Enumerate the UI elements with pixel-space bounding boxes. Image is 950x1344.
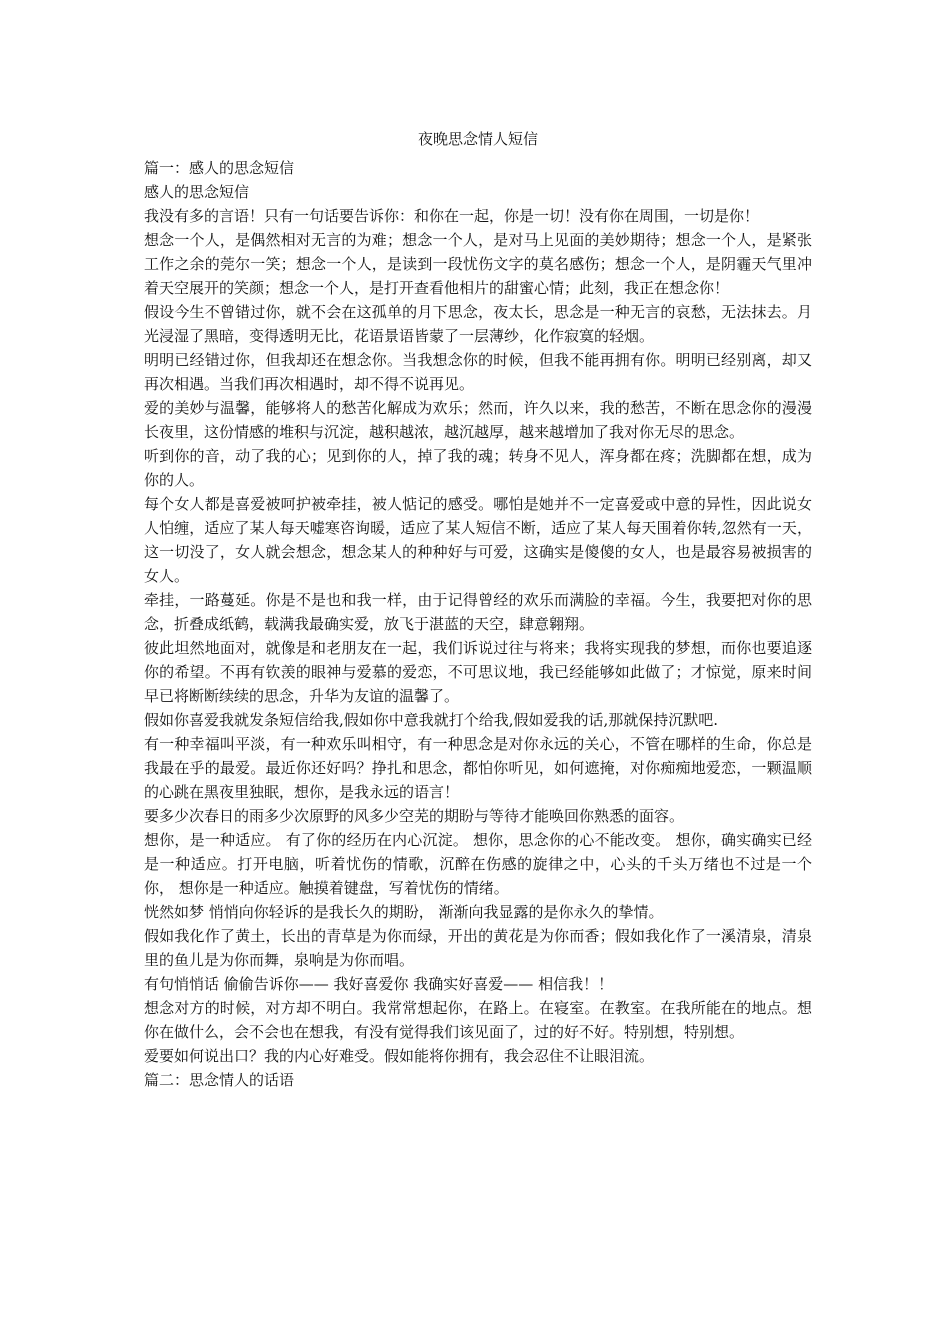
section-subheading: 感人的思念短信 xyxy=(144,183,250,201)
paragraph: 听到你的音，动了我的心；见到你的人，掉了我的魂；转身不见人，浑身都在疼；洗脚都在想，成为你的人。 xyxy=(144,447,812,489)
section-heading: 篇一：感人的思念短信 xyxy=(144,159,295,177)
paragraph: 彼此坦然地面对，就像是和老朋友在一起，我们诉说过往与将来；我将实现我的梦想，而你也要追逐你的希望。不再有钦羡的眼神与爱慕的爱恋，不可思议地，我已经能够如此做了；才惊觉，原来时间早已将断断续续的思念，升华为友谊的温馨了。 xyxy=(144,639,812,705)
paragraph: 想念一个人，是偶然相对无言的为难；想念一个人，是对马上见面的美妙期待；想念一个人，是紧张工作之余的莞尔一笑；想念一个人，是读到一段忧伤文字的莫名感伤；想念一个人，是阴霾天气里冲着天空展开的笑颜；想念一个人，是打开查看他相片的甜蜜心情；此刻，我正在想念你！ xyxy=(144,231,812,297)
paragraph: 假设今生不曾错过你，就不会在这孤单的月下思念，夜太长，思念是一种无言的哀愁，无法抹去。月光浸湿了黑暗，变得透明无比，花语景语皆蒙了一层薄纱，化作寂寞的轻烟。 xyxy=(144,303,812,345)
paragraph: 爱的美妙与温馨，能够将人的愁苦化解成为欢乐；然而，许久以来，我的愁苦，不断在思念你的漫漫长夜里，这份情感的堆积与沉淀，越积越浓，越沉越厚，越来越增加了我对你无尽的思念。 xyxy=(144,399,812,441)
paragraph: 想你，是一种适应。 有了你的经历在内心沉淀。 想你，思念你的心不能改变。 想你，确实确实已经是一种适应。打开电脑，听着忧伤的情歌，沉醉在伤感的旋律之中，心头的千头万绪也不过是一个你， 想你是一种适应。触摸着键盘，写着忧伤的情绪。 xyxy=(144,831,812,897)
paragraph: 爱要如何说出口？我的内心好难受。假如能将你拥有，我会忍住不让眼泪流。 xyxy=(144,1047,655,1065)
document-page xyxy=(144,122,812,1092)
paragraph: 想念对方的时候，对方却不明白。我常常想起你，在路上。在寝室。在教室。在我所能在的地点。想你在做什么，会不会也在想我，有没有觉得我们该见面了，过的好不好。特别想，特别想。 xyxy=(144,999,812,1041)
paragraph: 明明已经错过你，但我却还在想念你。当我想念你的时候，但我不能再拥有你。明明已经别离，却又再次相遇。当我们再次相遇时，却不得不说再见。 xyxy=(144,351,812,393)
paragraph: 假如你喜爱我就发条短信给我,假如你中意我就打个给我,假如爱我的话,那就保持沉默吧. xyxy=(144,711,719,729)
section-heading: 篇二：思念情人的话语 xyxy=(144,1071,295,1089)
document-title: 夜晚思念情人短信 xyxy=(417,130,538,148)
paragraph: 牵挂，一路蔓延。你是不是也和我一样，由于记得曾经的欢乐而满脸的幸福。今生，我要把对你的思念，折叠成纸鹤，载满我最确实爱，放飞于湛蓝的天空，肆意翱翔。 xyxy=(144,591,812,633)
paragraph: 我没有多的言语！只有一句话要告诉你：和你在一起，你是一切！没有你在周围，一切是你！ xyxy=(144,207,760,225)
paragraph: 每个女人都是喜爱被呵护被牵挂，被人惦记的感受。哪怕是她并不一定喜爱或中意的异性，因此说女人怕缠，适应了某人每天嘘寒咨询暖，适应了某人短信不断，适应了某人每天围着你转,忽然有一天，这一切没了，女人就会想念，想念某人的种种好与可爱，这确实是傻傻的女人，也是最容易被损害的女人。 xyxy=(144,495,812,585)
paragraph: 有一种幸福叫平淡，有一种欢乐叫相守，有一种思念是对你永远的关心，不管在哪样的生命，你总是我最在乎的最爱。最近你还好吗？挣扎和思念，都怕你听见，如何遮掩，对你痴痴地爱恋，一颗温顺的心跳在黑夜里独眠，想你，是我永远的语言！ xyxy=(144,735,812,801)
paragraph: 假如我化作了黄土，长出的青草是为你而绿，开出的黄花是为你而香；假如我化作了一溪清泉，清泉里的鱼儿是为你而舞，泉响是为你而唱。 xyxy=(144,927,812,969)
paragraph: 有句悄悄话 偷偷告诉你—— 我好喜爱你 我确实好喜爱—— 相信我！！ xyxy=(144,975,614,993)
paragraph: 要多少次春日的雨多少次原野的风多少空芜的期盼与等待才能唤回你熟悉的面容。 xyxy=(144,807,685,825)
paragraph: 恍然如梦 悄悄向你轻诉的是我长久的期盼， 渐渐向我显露的是你永久的挚情。 xyxy=(144,903,664,921)
